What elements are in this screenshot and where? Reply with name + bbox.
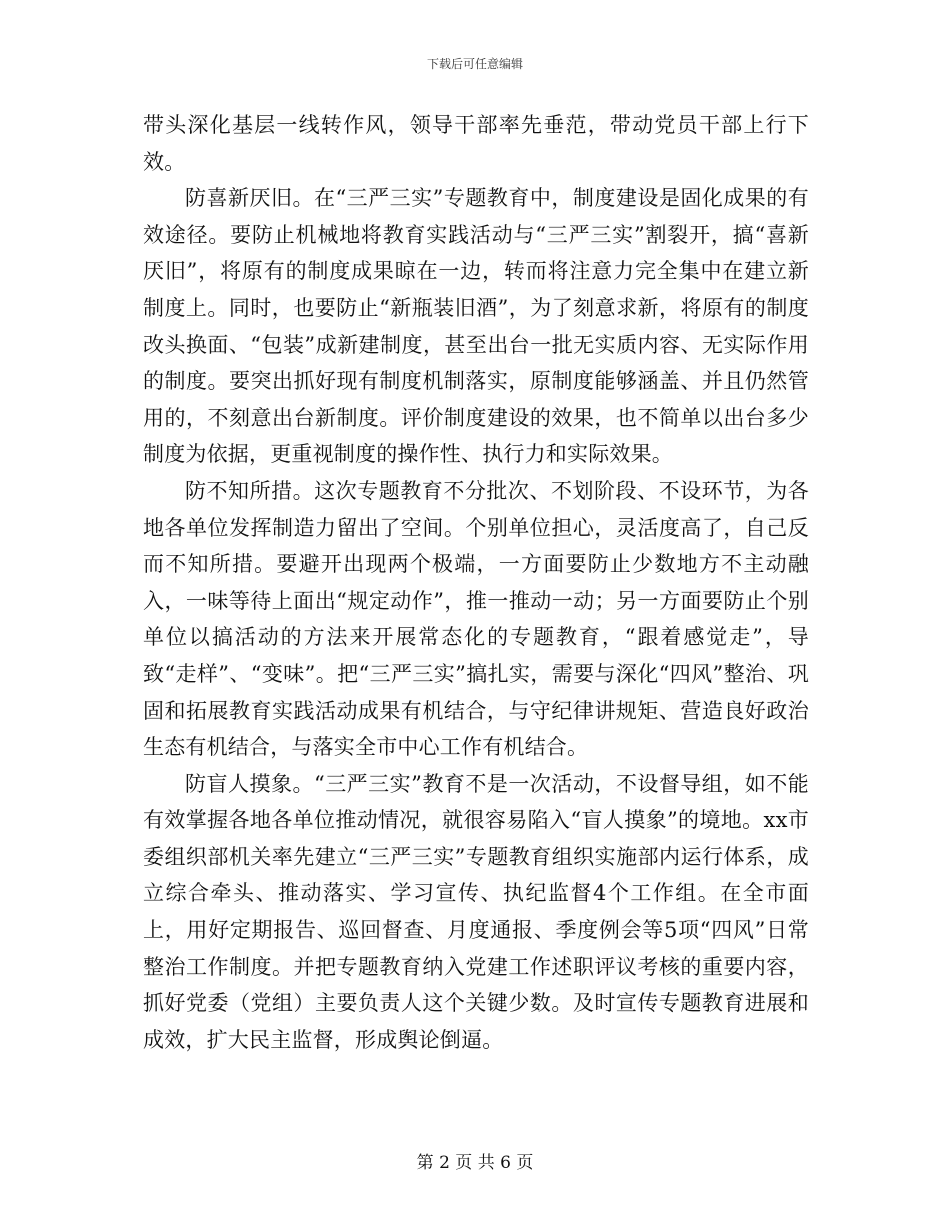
page-header: 下载后可任意编辑: [426, 57, 523, 71]
paragraph-fang-xi-xin-yan-jiu: 防喜新厌旧。在“三严三实”专题教育中，制度建设是固化成果的有效途径。要防止机械地将教育实践活动与“三严三实”割裂开，搞“喜新厌旧”，将原有的制度成果晾在一边，转而将注意力完全集中在建立新制度上。同时，也要防止“新瓶装旧酒”，为了刻意求新，将原有的制度改头换面、“包装”成新建制度，甚至出台一批无实质内容、无实际作用的制度。要突出抓好现有制度机制落实，原制度能够涵盖、并且仍然管用的，不刻意出台新制度。评价制度建设的效果，也不简单以出台多少制度为依据，更重视制度的操作性、执行力和实际效果。: [143, 186, 809, 467]
paragraph-fang-mang-ren-mo-xiang: 防盲人摸象。“三严三实”教育不是一次活动，不设督导组，如不能有效掌握各地各单位推动情况，就很容易陷入“盲人摸象”的境地。xx市委组织部机关率先建立“三严三实”专题教育组织实施部内运行体系，成立综合牵头、推动落实、学习宣传、执纪监督4个工作组。在全市面上，用好定期报告、巡回督查、月度通报、季度例会等5项“四风”日常整治工作制度。并把专题教育纳入党建工作述职评议考核的重要内容，抓好党委（党组）主要负责人这个关键少数。及时宣传专题教育进展和成效，扩大民主监督，形成舆论倒逼。: [143, 771, 809, 1052]
document-body: [143, 107, 809, 1058]
paragraph-continuation: 带头深化基层一线转作风，领导干部率先垂范，带动党员干部上行下效。: [143, 113, 809, 174]
paragraph-fang-bu-zhi-suo-cuo: 防不知所措。这次专题教育不分批次、不划阶段、不设环节，为各地各单位发挥制造力留出了空间。个别单位担心，灵活度高了，自己反而不知所措。要避开出现两个极端，一方面要防止少数地方不主动融入，一味等待上面出“规定动作”，推一推动一动；另一方面要防止个别单位以搞活动的方法来开展常态化的专题教育，“跟着感觉走”，导致“走样”、“变味”。把“三严三实”搞扎实，需要与深化“四风”整治、巩固和拓展教育实践活动成果有机结合，与守纪律讲规矩、营造良好政治生态有机结合，与落实全市中心工作有机结合。: [143, 478, 809, 760]
page-number-footer: 第 2 页 共 6 页: [416, 1153, 534, 1173]
